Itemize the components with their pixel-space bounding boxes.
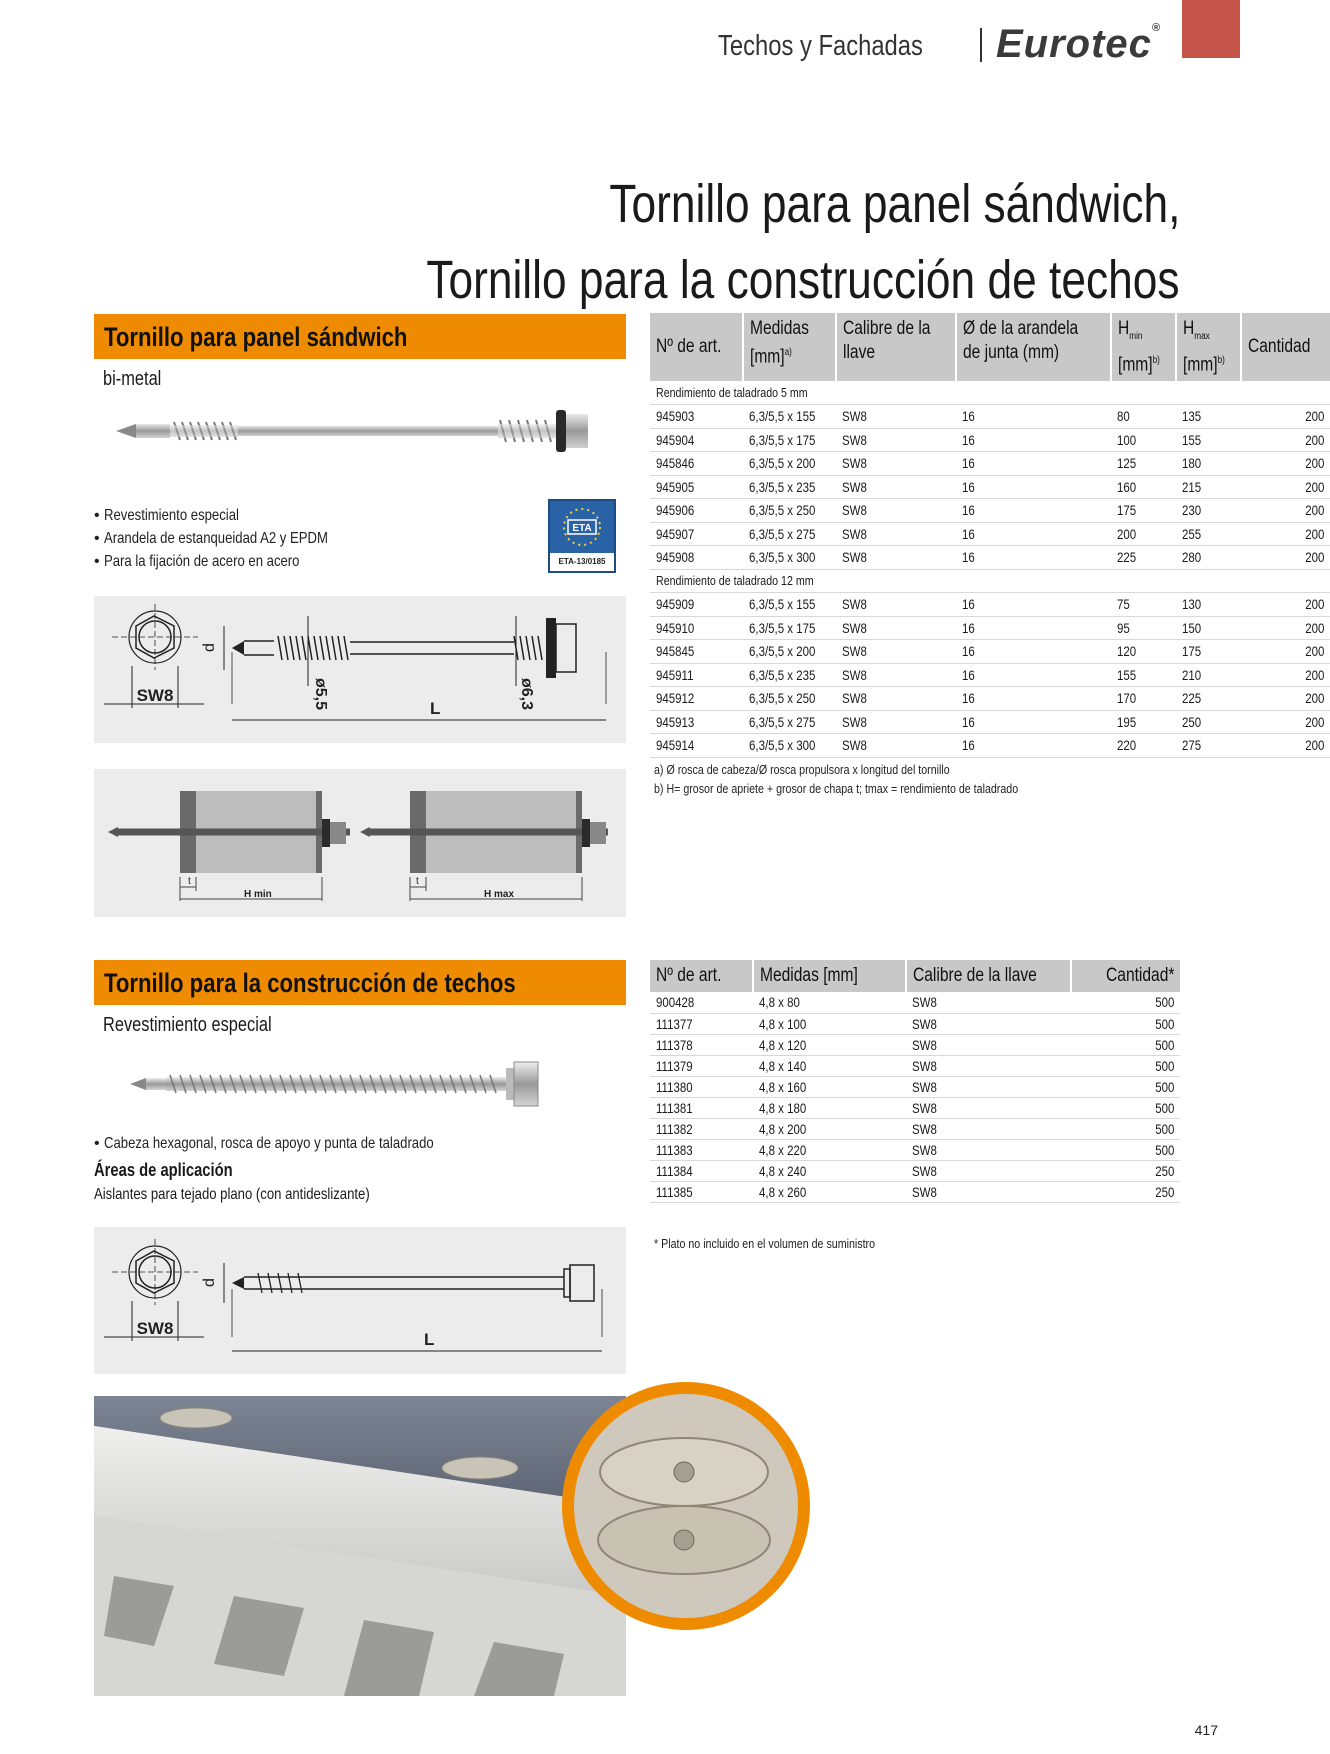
svg-text:L: L <box>430 699 441 718</box>
table-row <box>650 616 1330 640</box>
table-cell: 80 <box>1111 405 1176 429</box>
table-row <box>650 1076 1180 1097</box>
table-cell: 200 <box>1241 710 1330 734</box>
table-cell: 6,3/5,5 x 300 <box>743 546 836 570</box>
table-cell: 111381 <box>650 1097 753 1118</box>
eurotec-logo: Eurotec® <box>996 22 1162 66</box>
section1-feature-list <box>94 504 377 573</box>
table-row <box>650 1013 1180 1034</box>
table-cell: 6,3/5,5 x 235 <box>743 475 836 499</box>
table-cell: 16 <box>956 640 1111 664</box>
table-cell: 225 <box>1111 546 1176 570</box>
table-row <box>650 1160 1180 1181</box>
table-cell: SW8 <box>906 1013 1071 1034</box>
table-cell: SW8 <box>836 640 957 664</box>
table-cell: 4,8 x 100 <box>753 1013 906 1034</box>
table-cell: 225 <box>1176 687 1241 711</box>
table-cell: 275 <box>1176 734 1241 758</box>
section1-subtitle: bi-metal <box>103 368 162 390</box>
table-cell: 215 <box>1176 475 1241 499</box>
table-row <box>650 1181 1180 1202</box>
table-cell: 200 <box>1241 499 1330 523</box>
table-cell: 945906 <box>650 499 743 523</box>
table-cell: 16 <box>956 452 1111 476</box>
table-cell: 95 <box>1111 616 1176 640</box>
application-areas-text: Aislantes para tejado plano (con antideslizante) <box>94 1186 370 1203</box>
section-heading-sandwich: Tornillo para panel sándwich <box>94 314 626 359</box>
table-row <box>650 475 1330 499</box>
table-cell: 945911 <box>650 663 743 687</box>
table-cell: 111384 <box>650 1160 753 1181</box>
table-cell: 200 <box>1111 522 1176 546</box>
table-group-row <box>650 381 1330 405</box>
list-item: • Revestimiento especial <box>94 504 377 527</box>
table-cell: 4,8 x 240 <box>753 1160 906 1181</box>
roofing-screw-drawing-panel <box>94 1227 626 1374</box>
col-header-quantity: Cantidad* <box>1071 960 1180 992</box>
table-cell: 4,8 x 200 <box>753 1118 906 1139</box>
table-cell: 4,8 x 120 <box>753 1034 906 1055</box>
group-label: Rendimiento de taladrado 5 mm <box>650 381 1330 405</box>
table-row <box>650 1034 1180 1055</box>
table-cell: 6,3/5,5 x 300 <box>743 734 836 758</box>
table-row <box>650 1055 1180 1076</box>
table-cell: SW8 <box>836 663 957 687</box>
table-cell: 945909 <box>650 593 743 617</box>
page-title <box>261 166 1180 318</box>
table-cell: 6,3/5,5 x 175 <box>743 428 836 452</box>
svg-text:ETA: ETA <box>572 523 592 534</box>
table-cell: 16 <box>956 734 1111 758</box>
table-cell: 945907 <box>650 522 743 546</box>
table-cell: 16 <box>956 616 1111 640</box>
roofing-screw-drawing <box>94 1227 626 1374</box>
table-row <box>650 663 1330 687</box>
sandwich-screw-table <box>650 313 1330 758</box>
table-cell: 200 <box>1241 640 1330 664</box>
col-header-washer: Ø de la arandela de junta (mm) <box>956 313 1111 381</box>
table-cell: SW8 <box>836 405 957 429</box>
table-cell: 250 <box>1071 1181 1180 1202</box>
table-row <box>650 710 1330 734</box>
table-cell: 111379 <box>650 1055 753 1076</box>
table-cell: 900428 <box>650 992 753 1013</box>
table-cell: 945904 <box>650 428 743 452</box>
table-row <box>650 593 1330 617</box>
table-cell: 111378 <box>650 1034 753 1055</box>
table-row <box>650 1118 1180 1139</box>
table-cell: 4,8 x 180 <box>753 1097 906 1118</box>
table-cell: 6,3/5,5 x 175 <box>743 616 836 640</box>
table-cell: 220 <box>1111 734 1176 758</box>
table-cell: 111380 <box>650 1076 753 1097</box>
table-cell: 200 <box>1241 452 1330 476</box>
header-color-tab <box>1182 0 1240 58</box>
table-cell: 945846 <box>650 452 743 476</box>
table-cell: 945903 <box>650 405 743 429</box>
table-cell: 945913 <box>650 710 743 734</box>
washer-detail-zoom <box>556 1376 816 1636</box>
table-cell: SW8 <box>906 1160 1071 1181</box>
table-cell: 945910 <box>650 616 743 640</box>
table-cell: SW8 <box>906 1118 1071 1139</box>
table-cell: 135 <box>1176 405 1241 429</box>
roofing-screw-photo <box>130 1058 570 1108</box>
table-cell: 130 <box>1176 593 1241 617</box>
table-cell: SW8 <box>836 734 957 758</box>
table-cell: 945914 <box>650 734 743 758</box>
svg-text:d: d <box>201 1278 218 1287</box>
table-cell: SW8 <box>906 1076 1071 1097</box>
col-header-article: Nº de art. <box>650 960 753 992</box>
table-cell: 6,3/5,5 x 155 <box>743 593 836 617</box>
col-header-article: Nº de art. <box>650 313 743 381</box>
table-cell: 250 <box>1071 1160 1180 1181</box>
table-cell: 4,8 x 220 <box>753 1139 906 1160</box>
table-cell: 6,3/5,5 x 275 <box>743 522 836 546</box>
table-cell: 945908 <box>650 546 743 570</box>
table-cell: 16 <box>956 522 1111 546</box>
table-cell: 200 <box>1241 663 1330 687</box>
table-cell: 75 <box>1111 593 1176 617</box>
table-cell: 175 <box>1176 640 1241 664</box>
table-cell: 500 <box>1071 1034 1180 1055</box>
table-cell: 6,3/5,5 x 250 <box>743 499 836 523</box>
table-cell: 16 <box>956 405 1111 429</box>
table-row <box>650 546 1330 570</box>
table-cell: 200 <box>1241 734 1330 758</box>
table-cell: 200 <box>1241 475 1330 499</box>
svg-text:SW8: SW8 <box>136 1319 174 1338</box>
table-cell: 170 <box>1111 687 1176 711</box>
sandwich-screw-drawing <box>94 596 626 743</box>
table-row <box>650 499 1330 523</box>
table-cell: 4,8 x 260 <box>753 1181 906 1202</box>
table-cell: 500 <box>1071 1139 1180 1160</box>
table-row <box>650 992 1180 1013</box>
roof-installation-photo <box>94 1396 626 1696</box>
table-cell: 111382 <box>650 1118 753 1139</box>
table-cell: 500 <box>1071 992 1180 1013</box>
sandwich-table-footnotes <box>654 760 1098 798</box>
roofing-table-footnote: * Plato no incluido en el volumen de suministro <box>654 1236 876 1251</box>
table-cell: 175 <box>1111 499 1176 523</box>
svg-text:H min: H min <box>244 889 272 900</box>
table-cell: 16 <box>956 499 1111 523</box>
table-cell: 4,8 x 140 <box>753 1055 906 1076</box>
svg-text:H max: H max <box>484 889 515 900</box>
table-cell: SW8 <box>906 1055 1071 1076</box>
table-row <box>650 1139 1180 1160</box>
col-header-hmax: $H_{max}$ [mm]$^{b)}$ <box>1176 313 1241 381</box>
table-cell: 250 <box>1176 710 1241 734</box>
table-cell: 16 <box>956 475 1111 499</box>
table-row <box>650 405 1330 429</box>
table-cell: SW8 <box>836 452 957 476</box>
table-cell: 160 <box>1111 475 1176 499</box>
table-cell: 500 <box>1071 1097 1180 1118</box>
table-cell: 4,8 x 80 <box>753 992 906 1013</box>
table-cell: 210 <box>1176 663 1241 687</box>
installation-drawing-panel <box>94 769 626 917</box>
table-cell: 6,3/5,5 x 200 <box>743 640 836 664</box>
table-cell: 200 <box>1241 428 1330 452</box>
table-cell: SW8 <box>836 475 957 499</box>
table-cell: 4,8 x 160 <box>753 1076 906 1097</box>
application-areas-heading: Áreas de aplicación <box>94 1160 233 1180</box>
table-cell: 945845 <box>650 640 743 664</box>
table-cell: 200 <box>1241 616 1330 640</box>
table-cell: 200 <box>1241 405 1330 429</box>
table-cell: 230 <box>1176 499 1241 523</box>
svg-text:t: t <box>416 876 419 887</box>
table-row <box>650 640 1330 664</box>
table-cell: 150 <box>1176 616 1241 640</box>
table-cell: 200 <box>1241 593 1330 617</box>
table-cell: 16 <box>956 546 1111 570</box>
table-cell: SW8 <box>836 616 957 640</box>
eta-certification-badge: ETA ETA-13/0185 <box>548 499 616 573</box>
table-cell: SW8 <box>836 710 957 734</box>
list-item: • Arandela de estanqueidad A2 y EPDM <box>94 527 377 550</box>
sandwich-screw-photo <box>116 400 596 460</box>
table-cell: 6,3/5,5 x 155 <box>743 405 836 429</box>
table-cell: 280 <box>1176 546 1241 570</box>
table-cell: 500 <box>1071 1013 1180 1034</box>
installation-drawing <box>94 769 626 917</box>
table-cell: 6,3/5,5 x 275 <box>743 710 836 734</box>
table-cell: 500 <box>1071 1118 1180 1139</box>
col-header-measures: Medidas [mm]$^{a)}$ <box>743 313 836 381</box>
table-cell: 200 <box>1241 687 1330 711</box>
table-cell: 945905 <box>650 475 743 499</box>
table-group-row <box>650 569 1330 593</box>
table-cell: SW8 <box>836 687 957 711</box>
table-cell: 16 <box>956 428 1111 452</box>
table-header-row <box>650 313 1330 381</box>
list-item: • Cabeza hexagonal, rosca de apoyo y punta de taladrado <box>94 1132 506 1155</box>
table-cell: 120 <box>1111 640 1176 664</box>
header-separator <box>980 28 982 62</box>
table-cell: SW8 <box>836 499 957 523</box>
table-cell: SW8 <box>906 1181 1071 1202</box>
table-cell: 200 <box>1241 546 1330 570</box>
col-header-wrench: Calibre de la llave <box>906 960 1071 992</box>
table-cell: SW8 <box>836 428 957 452</box>
section-heading-roofing: Tornillo para la construcción de techos <box>94 960 626 1005</box>
svg-text:t: t <box>188 876 191 887</box>
col-header-wrench: Calibre de la llave <box>836 313 957 381</box>
svg-text:SW8: SW8 <box>136 686 174 705</box>
footnote-b: b) H= grosor de apriete + grosor de chapa t; tmax = rendimiento de taladrado <box>654 781 1019 796</box>
sandwich-screw-drawing-panel <box>94 596 626 743</box>
table-cell: SW8 <box>906 1139 1071 1160</box>
svg-text:L: L <box>424 1330 435 1349</box>
table-cell: 111383 <box>650 1139 753 1160</box>
svg-text:d: d <box>201 643 218 652</box>
table-cell: 6,3/5,5 x 200 <box>743 452 836 476</box>
page-title-line-1: Tornillo para panel sándwich, <box>608 174 1180 234</box>
table-cell: 195 <box>1111 710 1176 734</box>
table-row <box>650 687 1330 711</box>
table-row <box>650 1097 1180 1118</box>
group-label: Rendimiento de taladrado 12 mm <box>650 569 1330 593</box>
table-row <box>650 452 1330 476</box>
svg-text:ø6,3: ø6,3 <box>518 678 535 711</box>
svg-text:ø5,5: ø5,5 <box>312 678 329 711</box>
table-cell: 6,3/5,5 x 250 <box>743 687 836 711</box>
col-header-measures: Medidas [mm] <box>753 960 906 992</box>
table-cell: 111385 <box>650 1181 753 1202</box>
table-cell: SW8 <box>906 1034 1071 1055</box>
table-cell: 180 <box>1176 452 1241 476</box>
col-header-quantity: Cantidad <box>1241 313 1330 381</box>
list-item: • Para la fijación de acero en acero <box>94 550 377 573</box>
table-cell: 125 <box>1111 452 1176 476</box>
table-cell: 16 <box>956 593 1111 617</box>
roofing-screw-table <box>650 960 1180 1203</box>
table-cell: SW8 <box>836 522 957 546</box>
table-header-row <box>650 960 1180 992</box>
table-row <box>650 734 1330 758</box>
table-row <box>650 428 1330 452</box>
table-cell: SW8 <box>906 992 1071 1013</box>
table-cell: 200 <box>1241 522 1330 546</box>
header-section-title: Techos y Fachadas <box>718 30 924 62</box>
table-cell: 100 <box>1111 428 1176 452</box>
eta-stars-icon <box>550 501 614 553</box>
footnote-a: a) Ø rosca de cabeza/Ø rosca propulsora x longitud del tornillo <box>654 762 950 777</box>
page-title-line-2: Tornillo para la construcción de techos <box>426 250 1180 310</box>
table-cell: 500 <box>1071 1076 1180 1097</box>
page-number: 417 <box>1194 1722 1218 1738</box>
section2-feature-list <box>94 1132 506 1155</box>
table-cell: 111377 <box>650 1013 753 1034</box>
table-cell: SW8 <box>836 546 957 570</box>
section2-subtitle: Revestimiento especial <box>103 1014 272 1036</box>
table-cell: SW8 <box>906 1097 1071 1118</box>
table-cell: 16 <box>956 710 1111 734</box>
table-cell: 16 <box>956 687 1111 711</box>
col-header-hmin: $H_{min}$ [mm]$^{b)}$ <box>1111 313 1176 381</box>
table-cell: 500 <box>1071 1055 1180 1076</box>
table-cell: 155 <box>1111 663 1176 687</box>
table-cell: SW8 <box>836 593 957 617</box>
table-cell: 16 <box>956 663 1111 687</box>
table-row <box>650 522 1330 546</box>
table-cell: 255 <box>1176 522 1241 546</box>
table-cell: 155 <box>1176 428 1241 452</box>
table-cell: 6,3/5,5 x 235 <box>743 663 836 687</box>
table-cell: 945912 <box>650 687 743 711</box>
